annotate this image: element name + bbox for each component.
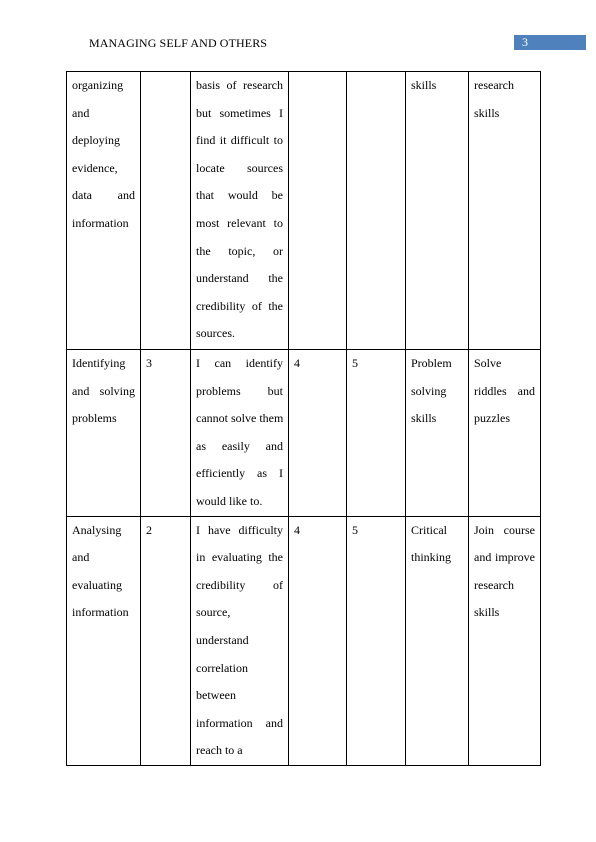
cell-text-line: problems but — [196, 383, 283, 398]
cell-text-line: understand the — [196, 271, 283, 286]
cell-text-line: solving — [411, 383, 447, 398]
development-area-cell — [406, 72, 469, 350]
skill-cell — [67, 72, 141, 350]
cell-text-line: research — [474, 78, 514, 92]
cell-text-line: 3 — [146, 356, 152, 370]
importance-rating-cell — [347, 72, 406, 350]
cell-text-line: correlation — [196, 660, 248, 675]
cell-text-line: credibility of the — [196, 298, 283, 313]
action-cell — [469, 516, 541, 765]
target-rating-cell — [289, 350, 347, 517]
cell-text-line: Problem — [411, 356, 452, 370]
cell-text-line: information — [72, 605, 129, 620]
reflection-cell — [191, 516, 289, 765]
target-rating-cell — [289, 72, 347, 350]
cell-text-line: Critical — [411, 522, 447, 537]
cell-text-line: efficiently as I — [196, 466, 283, 481]
cell-text-line: but sometimes I — [196, 105, 283, 120]
development-area-cell — [406, 516, 469, 765]
table-row — [67, 516, 541, 765]
cell-text-line — [352, 72, 400, 100]
cell-text-line: 5 — [352, 522, 358, 537]
table-row — [67, 350, 541, 517]
skill-cell — [67, 516, 141, 765]
cell-text-line: I have difficulty — [196, 522, 283, 537]
cell-text-line: skills — [411, 411, 437, 426]
skills-assessment-table — [66, 71, 541, 766]
development-area-cell — [406, 350, 469, 517]
action-cell — [469, 72, 541, 350]
cell-text-line: information and — [196, 715, 283, 730]
cell-text-line: research — [474, 577, 514, 592]
cell-text-line: Solve — [474, 356, 502, 370]
cell-text-line: and improve — [474, 550, 535, 565]
cell-text-line: information — [72, 215, 129, 230]
cell-text-line: Join course — [474, 522, 535, 537]
current-rating-cell — [141, 350, 191, 517]
cell-text-line: and solving — [72, 383, 135, 398]
cell-text-line: riddles and — [474, 383, 535, 398]
cell-text-line: would like to. — [196, 493, 263, 508]
cell-text-line: skills — [474, 605, 500, 620]
running-header-title: MANAGING SELF AND OTHERS — [89, 36, 268, 50]
cell-text-line: 5 — [352, 356, 358, 370]
page-number-badge: 3 — [514, 35, 586, 50]
cell-text-line: as easily and — [196, 438, 283, 453]
cell-text-line: and — [72, 105, 90, 120]
importance-rating-cell — [347, 516, 406, 765]
action-cell — [469, 350, 541, 517]
cell-text-line: skills — [411, 78, 437, 92]
cell-text-line: and — [72, 550, 90, 565]
cell-text-line: most relevant to — [196, 215, 283, 230]
cell-text-line: 4 — [294, 522, 300, 537]
cell-text-line: evaluating — [72, 577, 122, 592]
cell-text-line: Identifying — [72, 356, 126, 370]
cell-text-line: in evaluating the — [196, 550, 283, 565]
cell-text-line: I can identify — [196, 356, 283, 370]
cell-text-line: sources. — [196, 326, 235, 341]
cell-text-line: 2 — [146, 522, 152, 537]
table-row — [67, 72, 541, 350]
cell-text-line: credibility of — [196, 577, 283, 592]
cell-text-line: Analysing — [72, 522, 122, 537]
cell-text-line: data and — [72, 188, 135, 203]
cell-text-line: source, — [196, 605, 231, 620]
cell-text-line: organizing — [72, 78, 124, 92]
cell-text-line: deploying — [72, 133, 120, 148]
cell-text-line: cannot solve them — [196, 411, 283, 426]
cell-text-line: thinking — [411, 550, 452, 565]
current-rating-cell — [141, 72, 191, 350]
cell-text-line: basis of research — [196, 78, 283, 92]
cell-text-line: skills — [474, 105, 500, 120]
cell-text-line: find it difficult to — [196, 133, 283, 148]
target-rating-cell — [289, 516, 347, 765]
cell-text-line: that would be — [196, 188, 283, 203]
reflection-cell — [191, 350, 289, 517]
importance-rating-cell — [347, 350, 406, 517]
cell-text-line: 4 — [294, 356, 300, 370]
cell-text-line: problems — [72, 411, 117, 426]
cell-text-line: the topic, or — [196, 243, 283, 258]
current-rating-cell — [141, 516, 191, 765]
cell-text-line: locate sources — [196, 160, 283, 175]
cell-text-line: puzzles — [474, 411, 510, 426]
cell-text-line: evidence, — [72, 160, 118, 175]
cell-text-line: reach to a — [196, 743, 243, 758]
skill-cell — [67, 350, 141, 517]
cell-text-line: between — [196, 688, 236, 703]
cell-text-line — [294, 72, 341, 100]
cell-text-line — [146, 72, 185, 100]
cell-text-line: understand — [196, 632, 249, 647]
reflection-cell — [191, 72, 289, 350]
